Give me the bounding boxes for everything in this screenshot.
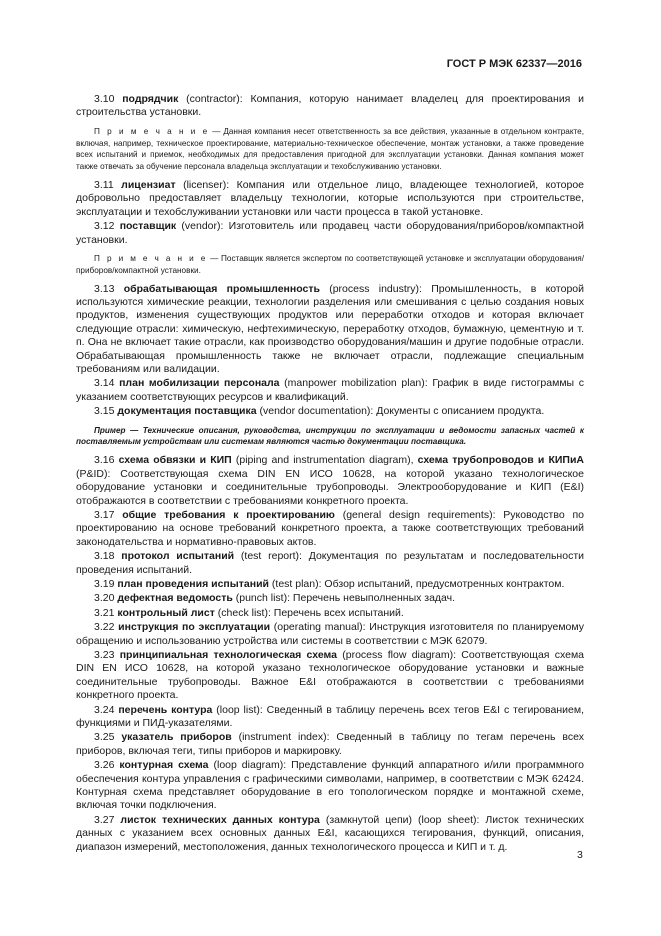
page-number: 3: [577, 849, 583, 861]
term: контрольный лист: [117, 606, 215, 619]
term: инструкция по эксплуатации: [118, 621, 271, 634]
definition-3-22: 3.22 инструкция по эксплуатации (operating manual): Инструкция изготовителя по планируемому обращению и использованию устройства или системы в соответствии с МЭК 62079.: [76, 621, 584, 647]
definition-3-18: 3.18 протокол испытаний (test report): Документация по результатам и последовательности проведения испытаний.: [76, 550, 584, 576]
term: обрабатывающая промышленность: [123, 282, 320, 295]
term: принципиальная технологическая схема: [119, 648, 337, 661]
note: П р и м е ч а н и е — Данная компания несет ответственность за все действия, указанные в отдельном контракте, включая, например, техническое проектирование, материально-техническое обеспечение, монтаж установки, а также проведение всех испытаний и приемок, необходимых для предоставления пригодной для эксплуатации установки. Данная компания может также отвечать за обучение персонала владельца эксплуатации и техобслуживанию установки.: [76, 126, 584, 172]
term: схема трубопроводов и КИПиА: [417, 454, 584, 467]
definition-3-27: 3.27 листок технических данных контура (замкнутой цепи) (loop sheet): Листок технических данных с указанием всех основных данных E&I, касающихся тегирования, функций, описания, диапазон измерений, местоположения, данных технологического процесса и КИП и т. д.: [76, 813, 584, 853]
definition-3-24: 3.24 перечень контура (loop list): Сведенный в таблицу перечень всех тегов E&I с тегированием, функциями и ПИД-указателями.: [76, 703, 584, 729]
definition-3-19: 3.19 план проведения испытаний (test plan): Обзор испытаний, предусмотренных контрактом.: [94, 577, 565, 590]
term: поставщик: [119, 220, 177, 233]
term: план проведения испытаний: [117, 577, 269, 590]
definition-3-13: 3.13 обрабатывающая промышленность (process industry): Промышленность, в которой используются химические реакции, технологии разделения или смешивания с целью создания новых продуктов, изменения существующих продуктов или переработки отходов и которая включает следующие отрасли: химическую, нефтехимическую, переработку отходов, бумажную, цементную и т. п. Она не включает такие отрасли, как производство оборудования/машин и другие подобные отрасли. Обрабатывающая промышленность также не включает отрасли, подлежащие специальным требованиям или валидации.: [76, 282, 584, 376]
definition-3-26: 3.26 контурная схема (loop diagram): Представление функций аппаратного и/или программного обеспечения контура управления с графическими символами, например, в соответствии с МЭК 62424. Контурная схема представляет оборудование в его топологическом порядке и монтажной схеме, включая точки подключения.: [76, 759, 584, 812]
term: общие требования к проектированию: [122, 508, 335, 521]
term: документация поставщика: [117, 405, 257, 418]
term: протокол испытаний: [121, 550, 235, 563]
term: листок технических данных контура: [120, 813, 320, 826]
document-header: ГОСТ Р МЭК 62337—2016: [446, 58, 582, 70]
definition-3-16: 3.16 схема обвязки и КИП (piping and instrumentation diagram), схема трубопроводов и КИПиА (P&ID): Соответствующая схема DIN EN ИСО 10628, на которой указано технологическое оборудование установки и соединительные трубопроводы. Электрооборудование и КИП (E&I) отображаются в соответствии с требованиями конкретного проекта.: [76, 454, 584, 507]
definition-3-14: 3.14 план мобилизации персонала (manpower mobilization plan): График в виде гистограммы с указанием соответствующих ресурсов и квалификаций.: [76, 377, 584, 403]
definition-3-23: 3.23 принципиальная технологическая схема (process flow diagram): Соответствующая схема DIN EN ИСО 10628, на которой указано технологическое оборудование установки и важные соединительные трубопроводы. Важное E&I отображаются в соответствии с требованиями конкретного проекта.: [76, 648, 585, 702]
term: указатель приборов: [121, 731, 232, 744]
definition-3-17: 3.17 общие требования к проектированию (general design requirements): Руководство по проектированию на основе требований конкретного проекта, а также соответствующих требований законодательства и нормативно-правовых актов.: [76, 508, 584, 548]
term: лицензиат: [121, 179, 176, 191]
definition-3-20: 3.20 дефектная ведомость (punch list): Перечень невыполненных задач.: [94, 592, 456, 605]
note: П р и м е ч а н и е — Поставщик является экспертом по соответствующей установке и эксплуатации оборудования/приборов/компактной установки.: [76, 254, 584, 275]
term: дефектная ведомость: [117, 592, 233, 605]
definition-3-11: 3.11 лицензиат (licenser): Компания или отдельное лицо, владеющее технологией, которое добровольно предоставляет владельцу технологии, которые используются при строительстве, эксплуатации и техобслуживании установки или части процесса в такой установке.: [76, 179, 584, 218]
definition-3-12: 3.12 поставщик (vendor): Изготовитель или продавец части оборудования/приборов/компактной установки.: [76, 220, 585, 246]
term: перечень контура: [118, 703, 213, 716]
term: подрядчик: [122, 93, 179, 105]
document-body: [76, 93, 584, 855]
definition-3-10: 3.10 подрядчик (contractor): Компания, которую нанимает владелец для проектирования и строительства установки.: [76, 93, 584, 119]
term: план мобилизации персонала: [119, 377, 280, 390]
example: Пример — Технические описания, руководства, инструкции по эксплуатации и ведомости запасных частей к поставляемым устройствам или системам являются частью документации поставщика.: [76, 425, 584, 447]
definition-3-15: 3.15 документация поставщика (vendor documentation): Документы с описанием продукта.: [94, 405, 545, 418]
term: схема обвязки и КИП: [118, 454, 232, 467]
definition-3-21: 3.21 контрольный лист (check list): Перечень всех испытаний.: [94, 606, 404, 619]
definition-3-25: 3.25 указатель приборов (instrument index): Сведенный в таблицу по тегам перечень всех приборов, включая теги, типы приборов и маркировку.: [76, 731, 584, 757]
term: контурная схема: [119, 759, 209, 772]
